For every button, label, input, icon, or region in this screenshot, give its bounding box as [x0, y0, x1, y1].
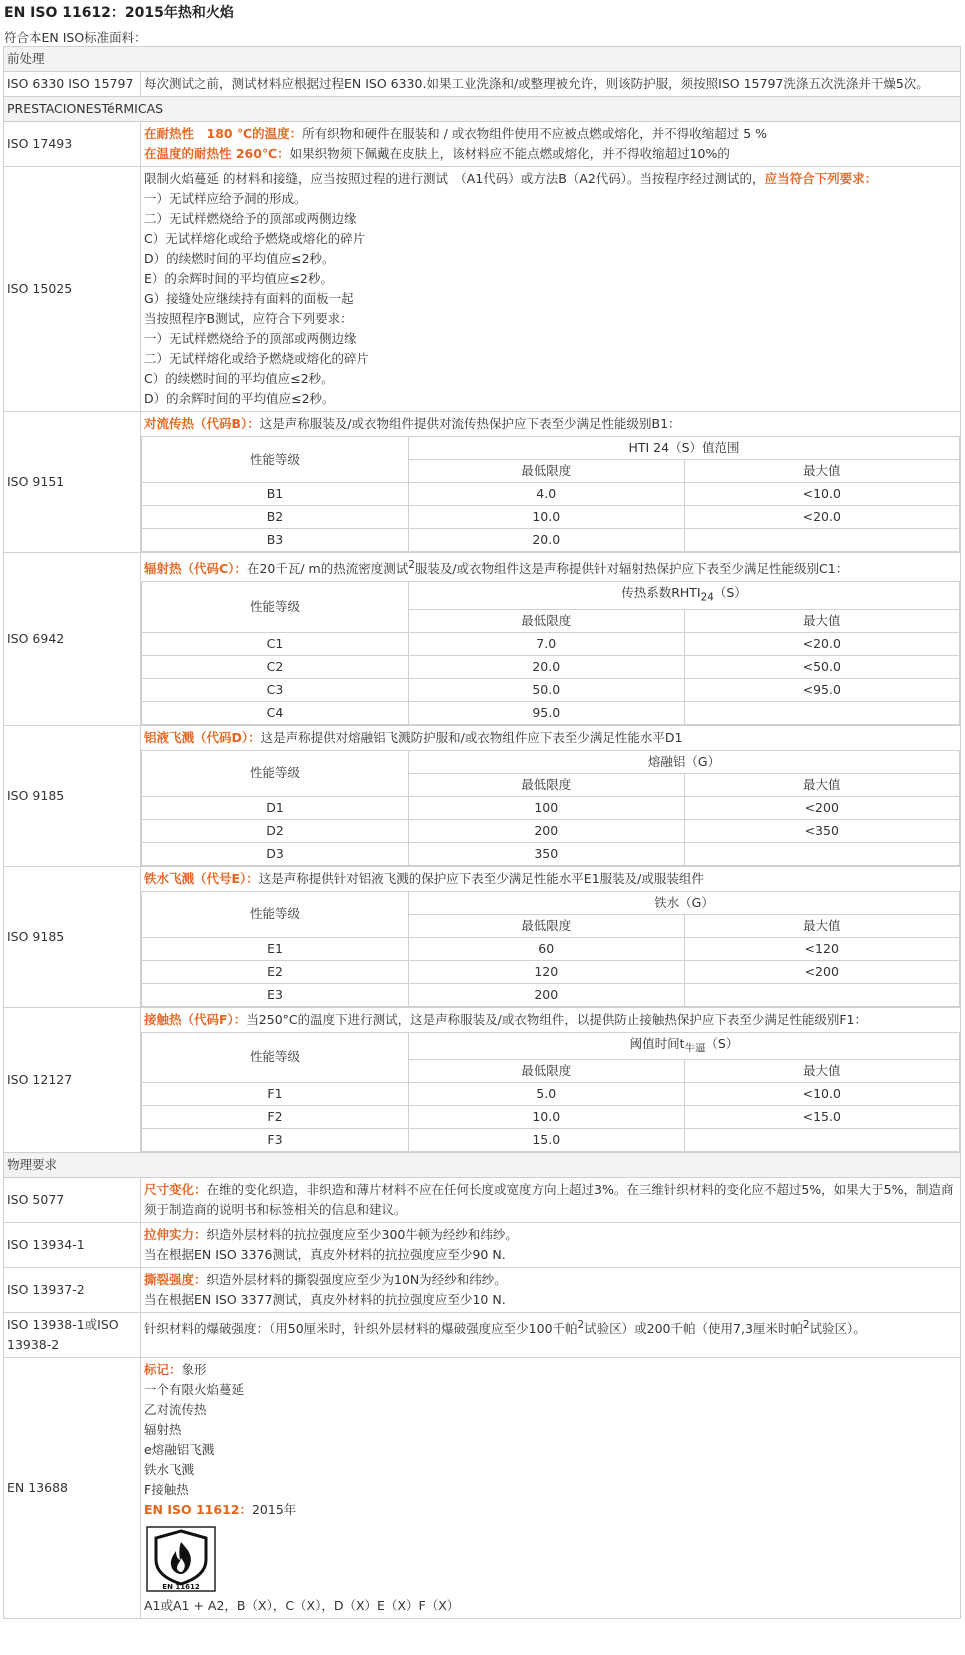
list-item: 一个有限火焰蔓延 — [144, 1382, 245, 1398]
level-cell: F2 — [142, 1106, 409, 1129]
table-row — [4, 412, 961, 553]
level-cell: E1 — [142, 937, 409, 960]
level-cell: E3 — [142, 983, 409, 1006]
text: 针织材料的爆破强度：（用50厘米时，针织外层材料的爆破强度应至少100千帕 — [144, 1321, 578, 1337]
table-row — [4, 866, 961, 1007]
row-label: ISO 6330 ISO 15797 — [4, 72, 141, 97]
row-label: ISO 9151 — [4, 412, 141, 553]
text: 织造外层材料的抗拉强度应至少300牛顿为经纱和纬纱。 — [206, 1227, 518, 1243]
row-label: ISO 13938-1或ISO 13938-2 — [4, 1313, 141, 1358]
list-item: 一）无试样燃烧给予的顶部或两侧边缘 — [144, 331, 357, 346]
max-cell: <20.0 — [684, 632, 960, 655]
text: 熔融铝（G） — [647, 753, 721, 769]
list-item: 二）无试样熔化或给予燃烧或熔化的碎片 — [144, 351, 370, 366]
column-header-max: 最大值 — [684, 773, 960, 796]
highlight: 在温度的耐热性 260℃： — [144, 146, 290, 161]
text: 这是声称提供针对铝液飞溅的保护应下表至少满足性能水平E1服装及/或服装组件 — [258, 870, 704, 886]
row-label: ISO 5077 — [4, 1178, 141, 1223]
row-text — [141, 725, 961, 866]
table-row — [142, 1106, 960, 1129]
list-item: D）的余辉时间的平均值应≤2秒。 — [144, 391, 335, 406]
section-row-pre — [4, 47, 961, 72]
row-text — [141, 866, 961, 1007]
standards-table — [3, 46, 961, 1619]
text-line: 当在根据EN ISO 3376测试，真皮外材料的抗拉强度应至少90 N. — [144, 1247, 506, 1263]
text: 所有织物和硬件在服装和 / 或衣物组件使用不应被点燃或熔化，并不得收缩超过 5 % — [302, 126, 768, 141]
row-text — [141, 122, 961, 167]
section-pre: 前处理 — [4, 47, 961, 72]
highlight: 拉伸实力： — [144, 1227, 207, 1243]
performance-level-table — [141, 1032, 960, 1153]
column-header-level: 性能等级 — [142, 891, 409, 937]
table-row — [4, 167, 961, 412]
table-row — [142, 701, 960, 724]
table-row — [4, 725, 961, 866]
text: 阈值时间t — [629, 1035, 685, 1051]
performance-level-table — [141, 891, 960, 1007]
max-cell: <50.0 — [684, 655, 960, 678]
column-header-min: 最低限度 — [409, 460, 685, 483]
list-item: G）接缝处应继续持有面料的面板一起 — [144, 291, 354, 306]
table-row — [142, 819, 960, 842]
column-header-group — [409, 582, 960, 610]
pictogram-label: EN 11612 — [162, 1583, 200, 1592]
text: HTI 24（S）值范围 — [628, 440, 740, 455]
level-cell: D3 — [142, 842, 409, 865]
min-cell: 120 — [409, 960, 685, 983]
row-text — [141, 1358, 961, 1619]
text: 如果织物须下佩戴在皮肤上，该材料应不能点燃或熔化，并不得收缩超过10%的 — [289, 146, 730, 161]
max-cell — [684, 529, 960, 552]
table-row — [142, 937, 960, 960]
table-row — [142, 529, 960, 552]
level-cell: D2 — [142, 819, 409, 842]
list-item: 一）无试样应给予洞的形成。 — [144, 191, 307, 206]
page-title: EN ISO 11612：2015年热和火焰 — [4, 5, 234, 21]
highlight: 辐射热（代码C）： — [144, 561, 247, 577]
min-cell: 60 — [409, 937, 685, 960]
table-row — [142, 1083, 960, 1106]
highlight: EN ISO 11612： — [144, 1502, 252, 1518]
list-item: C）无试样熔化或给予燃烧或熔化的碎片 — [144, 231, 366, 246]
min-cell: 4.0 — [409, 483, 685, 506]
min-cell: 15.0 — [409, 1129, 685, 1152]
header-row — [142, 891, 960, 914]
level-cell: F1 — [142, 1083, 409, 1106]
text-line: 当在根据EN ISO 3377测试，真皮外材料的抗拉强度应至少10 N. — [144, 1292, 506, 1308]
row-text — [141, 167, 961, 412]
header-row — [142, 1032, 960, 1060]
max-cell: <20.0 — [684, 506, 960, 529]
column-header-level: 性能等级 — [142, 582, 409, 633]
table-row — [4, 1358, 961, 1619]
text: 服装及/或衣物组件这是声称提供针对辐射热保护应下表至少满足性能级别C1： — [414, 561, 849, 577]
marking-list — [144, 1380, 957, 1500]
highlight: 应当符合下列要求： — [764, 171, 878, 186]
max-cell: <10.0 — [684, 1083, 960, 1106]
text: 在维的变化织造，非织造和薄片材料不应在任何长度或宽度方向上超过3%。在三维针织材料的变化应不超过5%，如果大于5%，制造商须于制造商的说明书和标签相关的信息和建议。 — [144, 1182, 954, 1218]
max-cell: <95.0 — [684, 678, 960, 701]
text-line — [144, 1500, 957, 1520]
min-cell: 7.0 — [409, 632, 685, 655]
list-item: F接触热 — [144, 1482, 189, 1498]
max-cell — [684, 701, 960, 724]
table-row — [4, 122, 961, 167]
table-row — [4, 1313, 961, 1358]
level-cell: D1 — [142, 796, 409, 819]
row-label: ISO 15025 — [4, 167, 141, 412]
text-line — [141, 412, 960, 436]
table-row — [142, 678, 960, 701]
min-cell: 50.0 — [409, 678, 685, 701]
table-row — [4, 1268, 961, 1313]
section-row-physical — [4, 1153, 961, 1178]
table-row — [4, 553, 961, 726]
table-row — [142, 655, 960, 678]
text-line — [141, 867, 960, 891]
text: 织造外层材料的撕裂强度应至少为10N为经纱和纬纱。 — [206, 1272, 507, 1288]
row-text — [141, 553, 961, 726]
column-header-level: 性能等级 — [142, 437, 409, 483]
column-header-max: 最大值 — [684, 609, 960, 632]
list-item: 辐射热 — [144, 1422, 182, 1438]
min-cell: 10.0 — [409, 506, 685, 529]
max-cell: <15.0 — [684, 1106, 960, 1129]
text: （S） — [705, 1035, 739, 1051]
row-text — [141, 1313, 961, 1358]
text: 试验区）或200千帕（使用7,3厘米时帕 — [584, 1321, 803, 1337]
column-header-group — [409, 437, 960, 460]
column-header-max: 最大值 — [684, 460, 960, 483]
column-header-group — [409, 1032, 960, 1060]
min-cell: 20.0 — [409, 655, 685, 678]
section-physical: 物理要求 — [4, 1153, 961, 1178]
text-line — [144, 169, 957, 189]
table-row — [142, 796, 960, 819]
min-cell: 100 — [409, 796, 685, 819]
section-thermal: PRESTACIONESTéRMICAS — [4, 97, 961, 122]
column-header-max: 最大值 — [684, 1060, 960, 1083]
level-cell: C3 — [142, 678, 409, 701]
text-line — [141, 1008, 960, 1032]
row-text — [141, 1223, 961, 1268]
list-item: 二）无试样燃烧给予的顶部或两侧边缘 — [144, 211, 357, 226]
highlight: 尺寸变化： — [144, 1182, 207, 1198]
superscript: 2 — [577, 1319, 585, 1332]
column-header-level: 性能等级 — [142, 750, 409, 796]
table-row — [142, 983, 960, 1006]
level-cell: C2 — [142, 655, 409, 678]
row-text: 每次测试之前，测试材料应根据过程EN ISO 6330.如果工业洗涤和/或整理被允许，则该防护服，须按照ISO 15797洗涤五次洗涤并干燥5次。 — [141, 72, 961, 97]
text: 限制火焰蔓延 的材料和接缝，应当按照过程的进行测试 （A1代码）或方法B（A2代码）。当按程序经过测试的， — [144, 171, 765, 186]
text-line — [144, 1360, 957, 1380]
level-cell: E2 — [142, 960, 409, 983]
highlight: 接触热（代码F）： — [144, 1011, 247, 1027]
min-cell: 20.0 — [409, 529, 685, 552]
text-line — [144, 144, 957, 164]
requirement-list — [144, 189, 957, 409]
table-row — [142, 506, 960, 529]
text-line — [141, 553, 960, 581]
column-header-level: 性能等级 — [142, 1032, 409, 1083]
row-label: ISO 17493 — [4, 122, 141, 167]
table-row — [142, 842, 960, 865]
min-cell: 5.0 — [409, 1083, 685, 1106]
text: （S） — [713, 585, 747, 601]
highlight: 标记： — [144, 1362, 182, 1378]
subscript: 24 — [700, 591, 714, 604]
text: 试验区）。 — [809, 1321, 866, 1337]
min-cell: 95.0 — [409, 701, 685, 724]
performance-level-table — [141, 750, 960, 866]
min-cell: 350 — [409, 842, 685, 865]
max-cell: <350 — [684, 819, 960, 842]
row-text — [141, 1178, 961, 1223]
header-row — [142, 582, 960, 610]
max-cell — [684, 842, 960, 865]
list-item: e熔融铝飞溅 — [144, 1442, 215, 1458]
row-label: ISO 13937-2 — [4, 1268, 141, 1313]
text: 象形 — [181, 1362, 207, 1378]
level-cell: B3 — [142, 529, 409, 552]
highlight: 铝液飞溅（代码D）： — [144, 729, 261, 745]
superscript: 2 — [802, 1319, 810, 1332]
level-cell: C1 — [142, 632, 409, 655]
section-row-thermal — [4, 97, 961, 122]
header-row — [142, 437, 960, 460]
table-row — [4, 1007, 961, 1153]
text-line — [141, 726, 960, 750]
page-subtitle: 符合本EN ISO标准面料： — [4, 30, 147, 45]
highlight: 在耐热性 180 ℃的温度： — [144, 126, 303, 141]
performance-level-table — [141, 581, 960, 725]
text: 传热系数RHTI — [621, 585, 701, 601]
list-item: 乙对流传热 — [144, 1402, 207, 1418]
min-cell: 10.0 — [409, 1106, 685, 1129]
max-cell — [684, 1129, 960, 1152]
row-label: ISO 9185 — [4, 866, 141, 1007]
row-text — [141, 1268, 961, 1313]
text: 2015年 — [251, 1502, 297, 1518]
table-row — [4, 1178, 961, 1223]
column-header-group — [409, 750, 960, 773]
highlight: 对流传热（代码B）： — [144, 416, 260, 431]
text-line: A1或A1 + A2，B（X），C（X），D（X）E（X）F（X） — [144, 1598, 460, 1614]
max-cell: <120 — [684, 937, 960, 960]
level-cell: C4 — [142, 701, 409, 724]
row-label: ISO 13934-1 — [4, 1223, 141, 1268]
text: 铁水（G） — [654, 894, 714, 910]
min-cell: 200 — [409, 983, 685, 1006]
performance-rows — [4, 412, 961, 1153]
max-cell: <200 — [684, 960, 960, 983]
column-header-min: 最低限度 — [409, 1060, 685, 1083]
row-label: ISO 12127 — [4, 1007, 141, 1153]
performance-level-table — [141, 436, 960, 552]
row-label: ISO 6942 — [4, 553, 141, 726]
table-row — [4, 72, 961, 97]
subscript: 牛逼 — [684, 1042, 706, 1055]
column-header-min: 最低限度 — [409, 914, 685, 937]
list-item: C）的续燃时间的平均值应≤2秒。 — [144, 371, 334, 386]
max-cell — [684, 983, 960, 1006]
row-label: EN 13688 — [4, 1358, 141, 1619]
list-item: 当按照程序B测试，应符合下列要求： — [144, 311, 353, 326]
text: 这是声称提供对熔融铝飞溅防护服和/或衣物组件应下表至少满足性能水平D1 — [260, 729, 683, 745]
max-cell: <10.0 — [684, 483, 960, 506]
table-row — [142, 632, 960, 655]
row-text — [141, 412, 961, 553]
level-cell: B1 — [142, 483, 409, 506]
min-cell: 200 — [409, 819, 685, 842]
table-row — [142, 1129, 960, 1152]
highlight: 铁水飞溅（代号E）： — [144, 870, 259, 886]
text-line — [144, 124, 957, 144]
superscript: 2 — [408, 559, 415, 571]
text-line — [144, 1270, 957, 1290]
table-row — [142, 960, 960, 983]
row-label: ISO 9185 — [4, 725, 141, 866]
table-row — [142, 483, 960, 506]
header-row — [142, 750, 960, 773]
list-item: D）的续燃时间的平均值应≤2秒。 — [144, 251, 335, 266]
column-header-group — [409, 891, 960, 914]
flame-pictogram-icon — [146, 1526, 216, 1592]
highlight: 撕裂强度： — [144, 1272, 207, 1288]
column-header-max: 最大值 — [684, 914, 960, 937]
text: 在20千瓦/ m的热流密度测试 — [246, 561, 409, 577]
max-cell: <200 — [684, 796, 960, 819]
column-header-min: 最低限度 — [409, 609, 685, 632]
level-cell: B2 — [142, 506, 409, 529]
text: 这是声称服装及/或衣物组件提供对流传热保护应下表至少满足性能级别B1： — [259, 416, 681, 431]
list-item: 铁水飞溅 — [144, 1462, 195, 1478]
column-header-min: 最低限度 — [409, 773, 685, 796]
text: 当250°C的温度下进行测试，这是声称服装及/或衣物组件，以提供防止接触热保护应下表至少满足性能级别F1： — [246, 1011, 867, 1027]
list-item: E）的余辉时间的平均值应≤2秒。 — [144, 271, 333, 286]
level-cell: F3 — [142, 1129, 409, 1152]
row-text — [141, 1007, 961, 1153]
table-row — [4, 1223, 961, 1268]
text-line — [144, 1225, 957, 1245]
